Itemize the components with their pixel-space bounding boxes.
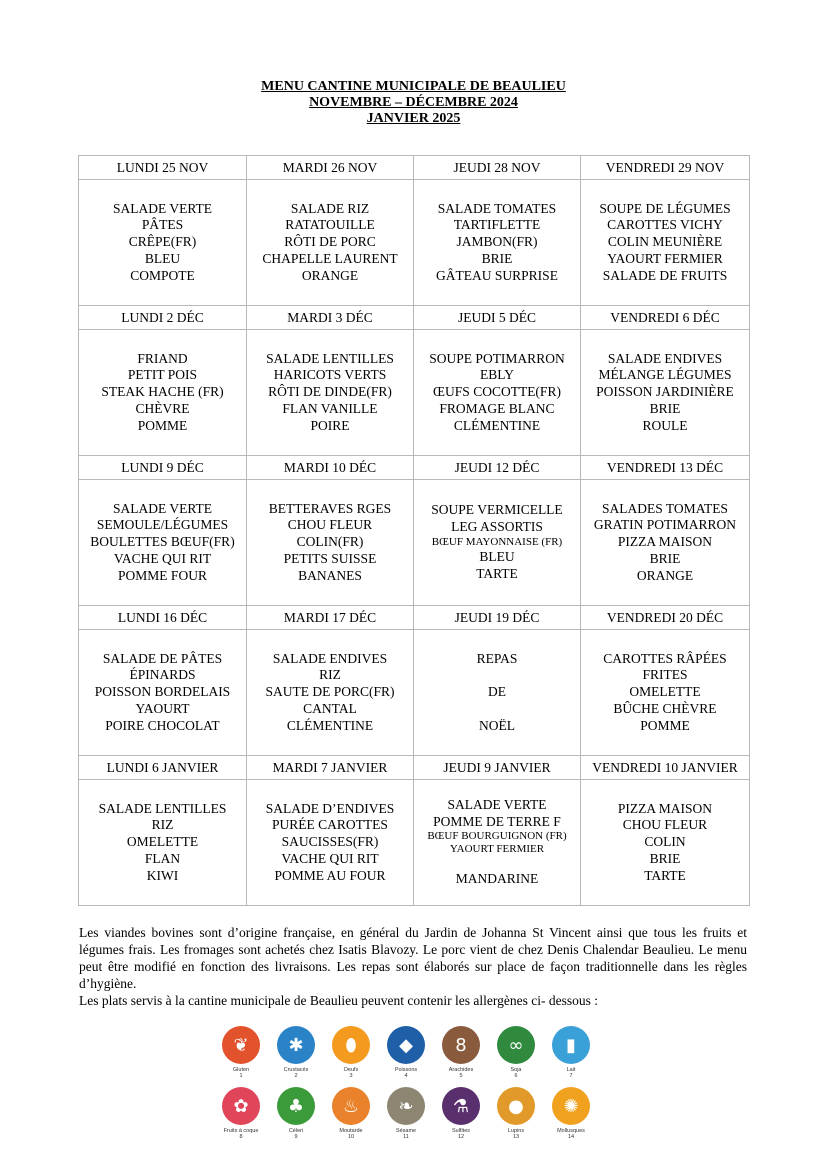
allergen-name: Gluten <box>232 1067 250 1073</box>
allergen-number: 7 <box>569 1073 573 1079</box>
day-dishes-cell <box>581 480 750 606</box>
lupin-icon: ● <box>497 1087 535 1125</box>
dish-item: BRIE <box>649 550 681 566</box>
day-header: JEUDI 12 DÉC <box>414 456 581 480</box>
day-header: LUNDI 25 NOV <box>79 156 247 180</box>
dish-item: FRIAND <box>137 350 188 366</box>
day-header: VENDREDI 13 DÉC <box>581 456 750 480</box>
crab-icon: ✱ <box>277 1026 315 1064</box>
allergen-item <box>387 1026 425 1079</box>
day-header: MARDI 7 JANVIER <box>247 756 414 780</box>
dish-item: POISSON JARDINIÈRE <box>596 384 734 400</box>
dish-item: GÂTEAU SURPRISE <box>436 267 558 283</box>
allergen-number: 10 <box>347 1134 355 1140</box>
allergen-item <box>222 1087 260 1140</box>
week-header-row <box>79 756 750 780</box>
allergen-number: 6 <box>514 1073 518 1079</box>
day-dishes-cell <box>581 180 750 306</box>
dish-item: POMME AU FOUR <box>274 867 386 883</box>
dish-item: SALADE TOMATES <box>437 200 557 216</box>
dish-item: SOUPE VERMICELLE <box>431 502 563 518</box>
day-header: VENDREDI 20 DÉC <box>581 606 750 630</box>
dish-item: SALADE RIZ <box>290 200 370 216</box>
allergen-number: 1 <box>239 1073 243 1079</box>
day-header: LUNDI 2 DÉC <box>79 306 247 330</box>
menu-title-block <box>0 79 827 127</box>
dish-item: MÉLANGE LÉGUMES <box>598 367 732 383</box>
celery-icon: ♣ <box>277 1087 315 1125</box>
dish-item: MANDARINE <box>455 871 539 887</box>
allergen-name: Lupins <box>507 1128 525 1134</box>
dish-item: RIZ <box>319 667 341 683</box>
allergen-legend <box>222 1026 602 1148</box>
dish-item: RATATOUILLE <box>285 217 375 233</box>
day-dishes-cell <box>79 180 247 306</box>
dish-item: COLIN <box>644 834 686 850</box>
day-dishes-cell <box>414 330 581 456</box>
day-dishes-cell <box>414 480 581 606</box>
dish-item: TARTE <box>644 867 686 883</box>
dish-item: COLIN(FR) <box>296 534 364 550</box>
soy-icon: ∞ <box>497 1026 535 1064</box>
allergen-name: Lait <box>566 1067 576 1073</box>
allergen-name: Poissons <box>394 1067 418 1073</box>
dish-item: SALADE D’ENDIVES <box>265 800 395 816</box>
allergen-number: 5 <box>459 1073 463 1079</box>
dish-item: PETITS SUISSE <box>283 550 377 566</box>
dish-item: ROULE <box>642 417 688 433</box>
dish-item: HARICOTS VERTS <box>273 367 387 383</box>
menu-year: JANVIER 2025 <box>366 111 461 126</box>
dish-item: PIZZA MAISON <box>617 800 713 816</box>
dish-item: BETTERAVES RGES <box>268 500 392 516</box>
dish-item: STEAK HACHE (FR) <box>101 384 224 400</box>
dish-item: FLAN <box>144 850 181 866</box>
day-dishes-cell <box>247 780 414 906</box>
week-header-row <box>79 456 750 480</box>
dish-item: RIZ <box>151 817 174 833</box>
dish-item: POMME <box>640 717 690 733</box>
dish-item: ŒUFS COCOTTE(FR) <box>433 384 561 400</box>
day-dishes-cell <box>581 630 750 756</box>
sourcing-note: Les viandes bovines sont d’origine française, en général du Jardin de Johanna St Vincent ainsi que tous les fruits et légumes frais. Les fromages sont achetés chez Isatis Blavozy. Le porc vient de chez Denis Chalendar Beaulieu. Le menu peut être modifié en fonction des livraisons. Les repas sont élaborés sur place de façon traditionnelle dans les règles d’hygiène. <box>79 925 747 991</box>
dish-item: CRÊPE(FR) <box>128 234 197 250</box>
allergen-number: 8 <box>239 1134 243 1140</box>
allergen-number: 14 <box>567 1134 575 1140</box>
dish-item: BRIE <box>649 400 681 416</box>
dish-item: SALADE DE FRUITS <box>602 267 728 283</box>
dish-item: TARTIFLETTE <box>453 217 541 233</box>
dish-item: FRITES <box>642 667 688 683</box>
day-dishes-cell <box>79 330 247 456</box>
day-dishes-cell <box>247 330 414 456</box>
allergen-name: Arachides <box>448 1067 474 1073</box>
allergen-name: Mollusques <box>557 1128 585 1134</box>
dish-item: ORANGE <box>636 567 694 583</box>
dish-item: SALADE DE PÂTES <box>102 650 223 666</box>
dish-item: SEMOULE/LÉGUMES <box>96 517 229 533</box>
dish-item: SOUPE POTIMARRON <box>429 350 565 366</box>
day-header: VENDREDI 10 JANVIER <box>581 756 750 780</box>
week-dishes-row <box>79 180 750 306</box>
dish-item: RÔTI DE DINDE(FR) <box>268 384 392 400</box>
dish-item: SAUTE DE PORC(FR) <box>265 684 395 700</box>
dish-item: CLÉMENTINE <box>453 417 541 433</box>
dish-item: CHAPELLE LAURENT <box>262 250 398 266</box>
milk-icon: ▮ <box>552 1026 590 1064</box>
dish-item: POMME FOUR <box>118 567 207 583</box>
dish-item: POISSON BORDELAIS <box>94 684 231 700</box>
dish-item: SALADE VERTE <box>112 200 213 216</box>
dish-item: KIWI <box>146 867 179 883</box>
allergen-name: Fruits à coque <box>223 1128 259 1134</box>
allergen-item <box>387 1087 425 1140</box>
dish-item: CHÈVRE <box>135 400 190 416</box>
peanut-icon: 8 <box>442 1026 480 1064</box>
week-dishes-row <box>79 480 750 606</box>
allergen-item <box>277 1026 315 1079</box>
dish-item: SALADE LENTILLES <box>98 800 227 816</box>
dish-item: VACHE QUI RIT <box>281 850 379 866</box>
day-header: VENDREDI 6 DÉC <box>581 306 750 330</box>
dish-item: REPAS <box>476 650 518 666</box>
notes-section <box>79 924 747 1009</box>
wheat-icon: ❦ <box>222 1026 260 1064</box>
allergen-item <box>442 1026 480 1079</box>
dish-item: NOËL <box>479 717 515 733</box>
dish-item: ÉPINARDS <box>129 667 196 683</box>
allergen-number: 11 <box>403 1134 409 1140</box>
dish-item: DE <box>488 684 506 700</box>
dish-item: POIRE CHOCOLAT <box>105 717 220 733</box>
allergen-number: 12 <box>457 1134 465 1140</box>
day-header: LUNDI 6 JANVIER <box>79 756 247 780</box>
dish-item: YAOURT <box>135 700 190 716</box>
dish-item: OMELETTE <box>629 684 701 700</box>
dish-item: JAMBON(FR) <box>456 234 538 250</box>
dish-item: BŒUF BOURGUIGNON (FR) <box>427 830 567 843</box>
dish-item: PÂTES <box>141 217 184 233</box>
allergen-name: Sulfites <box>451 1128 471 1134</box>
allergen-item <box>497 1026 535 1079</box>
allergen-item <box>552 1087 590 1140</box>
dish-item: BANANES <box>298 567 362 583</box>
sulfites-icon: ⚗ <box>442 1087 480 1125</box>
day-dishes-cell <box>79 630 247 756</box>
allergen-name: Céleri <box>288 1128 304 1134</box>
nut-icon: ✿ <box>222 1087 260 1125</box>
dish-item: VACHE QUI RIT <box>113 550 212 566</box>
day-dishes-cell <box>581 330 750 456</box>
day-dishes-cell <box>79 780 247 906</box>
day-header: MARDI 3 DÉC <box>247 306 414 330</box>
allergen-number: 2 <box>294 1073 298 1079</box>
allergen-row <box>222 1087 602 1140</box>
allergen-name: Moutarde <box>339 1128 363 1134</box>
day-header: JEUDI 28 NOV <box>414 156 581 180</box>
dish-item: PIZZA MAISON <box>617 534 713 550</box>
dish-item: SALADE ENDIVES <box>272 650 388 666</box>
menu-period: NOVEMBRE – DÉCEMBRE 2024 <box>309 95 518 110</box>
dish-item: FLAN VANILLE <box>282 400 378 416</box>
mustard-icon: ♨ <box>332 1087 370 1125</box>
day-dishes-cell <box>414 780 581 906</box>
dish-item: COLIN MEUNIÈRE <box>607 234 723 250</box>
day-dishes-cell <box>247 630 414 756</box>
dish-item: SALADE ENDIVES <box>607 350 723 366</box>
allergen-name: Sésame <box>395 1128 417 1134</box>
sesame-icon: ❧ <box>387 1087 425 1125</box>
week-header-row <box>79 306 750 330</box>
allergen-item <box>497 1087 535 1140</box>
day-header: MARDI 10 DÉC <box>247 456 414 480</box>
allergen-item <box>552 1026 590 1079</box>
fish-icon: ◆ <box>387 1026 425 1064</box>
egg-icon: ⬮ <box>332 1026 370 1064</box>
dish-item: CANTAL <box>303 700 357 716</box>
day-header: LUNDI 16 DÉC <box>79 606 247 630</box>
allergen-name: Oeufs <box>343 1067 359 1073</box>
day-header: JEUDI 19 DÉC <box>414 606 581 630</box>
week-dishes-row <box>79 780 750 906</box>
allergen-number: 13 <box>512 1134 520 1140</box>
dish-item: BOULETTES BŒUF(FR) <box>90 534 235 550</box>
dish-item: CHOU FLEUR <box>622 817 708 833</box>
day-dishes-cell <box>414 180 581 306</box>
dish-item: BŒUF MAYONNAISE (FR) <box>431 536 563 548</box>
dish-item: SALADE VERTE <box>447 796 547 812</box>
allergen-item <box>332 1026 370 1079</box>
dish-item: LEG ASSORTIS <box>451 519 543 535</box>
week-dishes-row <box>79 330 750 456</box>
dish-item: FROMAGE BLANC <box>439 400 555 416</box>
allergen-item <box>442 1087 480 1140</box>
allergen-item <box>332 1087 370 1140</box>
dish-item: TARTE <box>476 565 518 581</box>
dish-item: CAROTTES VICHY <box>607 217 723 233</box>
week-header-row <box>79 156 750 180</box>
day-header: JEUDI 5 DÉC <box>414 306 581 330</box>
menu-title: MENU CANTINE MUNICIPALE DE BEAULIEU <box>261 79 566 94</box>
week-dishes-row <box>79 630 750 756</box>
day-header: LUNDI 9 DÉC <box>79 456 247 480</box>
dish-item: EBLY <box>480 367 514 383</box>
allergen-number: 3 <box>349 1073 353 1079</box>
dish-item: POMME DE TERRE F <box>433 813 561 829</box>
allergen-item <box>222 1026 260 1079</box>
dish-item: SALADES TOMATES <box>602 500 728 516</box>
dish-item: SOUPE DE LÉGUMES <box>599 200 731 216</box>
allergen-number: 9 <box>294 1134 298 1140</box>
day-header: MARDI 26 NOV <box>247 156 414 180</box>
allergen-row <box>222 1026 602 1079</box>
menu-table <box>78 155 750 906</box>
dish-item: OMELETTE <box>126 834 199 850</box>
dish-item: PURÉE CAROTTES <box>272 817 388 833</box>
dish-item: COMPOTE <box>130 267 195 283</box>
dish-item: PETIT POIS <box>127 367 198 383</box>
dish-item: CAROTTES RÂPÉES <box>603 650 727 666</box>
dish-item: RÔTI DE PORC <box>284 234 376 250</box>
dish-item: CHOU FLEUR <box>287 517 373 533</box>
allergen-intro: Les plats servis à la cantine municipale de Beaulieu peuvent contenir les allergènes ci- dessous : <box>79 993 598 1008</box>
day-header: VENDREDI 29 NOV <box>581 156 750 180</box>
dish-item: SAUCISSES(FR) <box>281 834 379 850</box>
dish-item: SALADE VERTE <box>112 500 213 516</box>
dish-item: SALADE LENTILLES <box>266 350 394 366</box>
allergen-number: 4 <box>404 1073 408 1079</box>
day-header: JEUDI 9 JANVIER <box>414 756 581 780</box>
day-dishes-cell <box>79 480 247 606</box>
shell-icon: ✺ <box>552 1087 590 1125</box>
allergen-name: Soja <box>510 1067 522 1073</box>
allergen-name: Crustacés <box>283 1067 309 1073</box>
day-dishes-cell <box>581 780 750 906</box>
dish-item: POIRE <box>310 417 350 433</box>
day-dishes-cell <box>414 630 581 756</box>
dish-item: CLÉMENTINE <box>286 717 374 733</box>
allergen-item <box>277 1087 315 1140</box>
day-dishes-cell <box>247 480 414 606</box>
dish-item: ORANGE <box>301 267 359 283</box>
dish-item: BLEU <box>144 250 181 266</box>
dish-item: POMME <box>137 417 188 433</box>
dish-item: GRATIN POTIMARRON <box>593 517 737 533</box>
dish-item: BRIE <box>649 850 681 866</box>
dish-item: BRIE <box>481 250 513 266</box>
week-header-row <box>79 606 750 630</box>
dish-item: YAOURT FERMIER <box>449 843 545 856</box>
day-dishes-cell <box>247 180 414 306</box>
day-header: MARDI 17 DÉC <box>247 606 414 630</box>
dish-item: BLEU <box>479 549 515 564</box>
dish-item: BÛCHE CHÈVRE <box>613 700 717 716</box>
dish-item: YAOURT FERMIER <box>607 250 723 266</box>
